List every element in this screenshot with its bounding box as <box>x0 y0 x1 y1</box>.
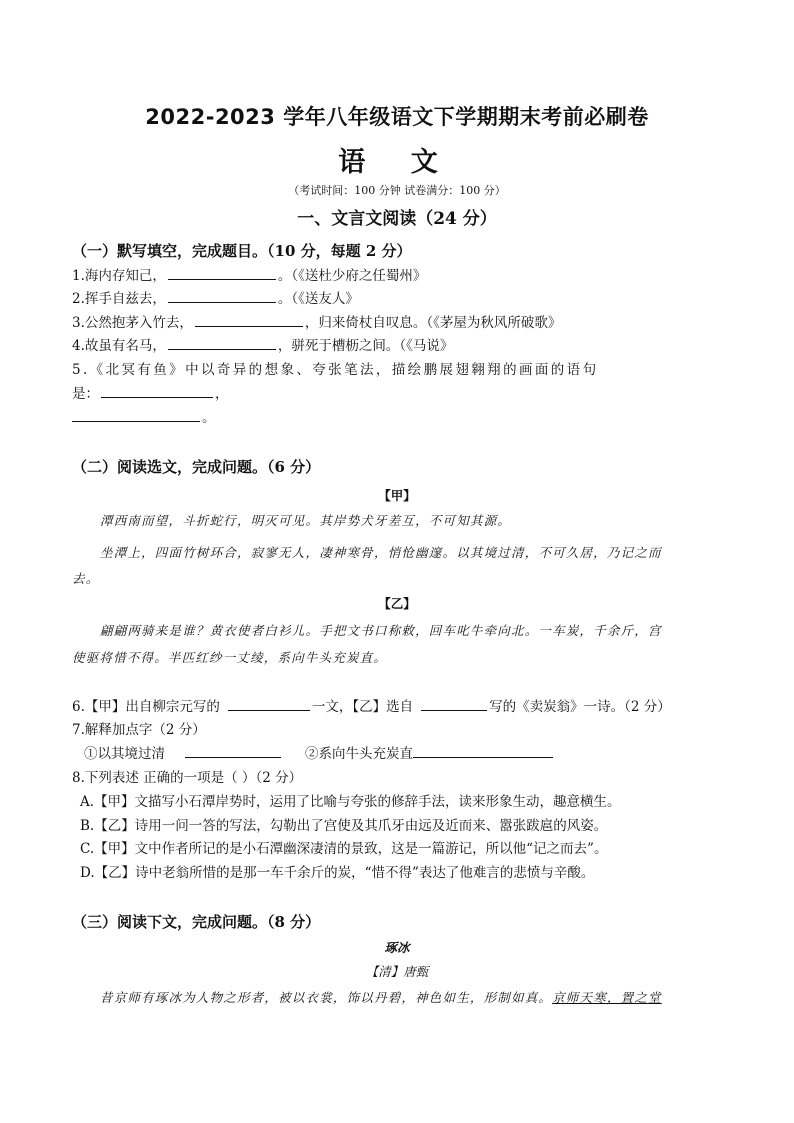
q4-text-before: 4.故虽有名马， <box>72 338 166 354</box>
q8-option-a[interactable]: A.【甲】文描写小石潭岸势时，运用了比喻与夸张的修辞手法，读来形象生动，趣意横生。 <box>80 794 621 810</box>
part3-author: 【清】唐甄 <box>365 964 429 979</box>
q1-text-after: 。（《送杜少府之任蜀州》 <box>277 268 427 284</box>
q3-text-before: 3.公然抱茅入竹去， <box>72 315 193 331</box>
q6-text-2: 一文，【乙】选自 <box>311 699 414 715</box>
q6-text-3: 写的《卖炭翁》一诗。（2 分） <box>489 699 671 715</box>
q3-text-after: ，归来倚杖自叹息。（《茅屋为秋风所破歌》 <box>304 315 562 331</box>
passage-a-label: 【甲】 <box>378 488 416 503</box>
part3-passage-title: 琢冰 <box>384 940 410 955</box>
question-5-line1: 5.《北冥有鱼》中以奇异的想象、夸张笔法，描绘鹏展翅翱翔的画面的语句 <box>72 362 599 378</box>
section-heading: 一、文言文阅读（24 分） <box>297 209 497 229</box>
q4-text-after: ，骈死于槽枥之间。（《马说》 <box>277 338 454 354</box>
q2-text-before: 2.挥手自兹去， <box>72 291 166 307</box>
question-4 <box>72 334 453 354</box>
q7-answer-blank-1[interactable] <box>185 744 281 758</box>
q2-answer-blank[interactable] <box>168 289 276 303</box>
q8-option-b[interactable]: B.【乙】诗用一问一答的写法，勾勒出了宫使及其爪牙由远及近而来、嚣张跋扈的风姿。 <box>80 818 608 834</box>
q5-comma: ， <box>215 386 229 402</box>
q8-option-d[interactable]: D.【乙】诗中老翁所惜的是那一车千余斤的炭，“惜不得”表达了他难言的悲愤与辛酸。 <box>80 865 595 881</box>
subject-title: 语 文 <box>338 147 456 178</box>
question-6 <box>72 695 671 715</box>
passage-b-line-1: 翩翩两骑来是谁？黄衣使者白衫儿。手把文书口称敕，回车叱牛牵向北。一车炭，千余斤，宫 <box>100 623 662 638</box>
question-8-heading: 8.下列表述 正确的一项是（ ）（2 分） <box>72 770 303 786</box>
q6-text-1: 6.【甲】出自柳宗元写的 <box>72 699 220 715</box>
question-7-heading: 7.解释加点字（2 分） <box>72 722 206 738</box>
part3-heading: （三）阅读下文，完成问题。（8 分） <box>72 913 321 931</box>
q6-answer-blank-1[interactable] <box>228 697 310 711</box>
passage-a-paragraph-2-line-1: 坐潭上，四面竹树环合，寂寥无人，凄神寒骨，悄怆幽邃。以其境过清，不可久居，乃记之而 <box>100 545 662 560</box>
part3-text-underlined: 京师天寒，置之堂 <box>552 990 662 1005</box>
exam-info: （考试时间：100 分钟 试卷满分：100 分） <box>288 184 506 197</box>
question-5-line3 <box>72 406 216 426</box>
q7-item-1: ①以其境过清 <box>84 746 165 762</box>
q4-answer-blank[interactable] <box>168 336 276 350</box>
question-2 <box>72 287 359 307</box>
question-1 <box>72 264 426 284</box>
part1-heading: （一）默写填空，完成题目。（10 分，每题 2 分） <box>72 242 412 260</box>
part2-heading: （二）阅读选文，完成问题。（6 分） <box>72 458 321 476</box>
exam-title: 2022-2023 学年八年级语文下学期期末考前必刷卷 <box>145 105 649 129</box>
q2-text-after: 。（《送友人》 <box>277 291 359 307</box>
question-5-line2 <box>72 382 229 402</box>
q7-answer-blank-2[interactable] <box>413 744 553 758</box>
q5-period: 。 <box>202 410 216 426</box>
passage-a-paragraph-2-line-2: 去。 <box>72 571 100 586</box>
q1-text-before: 1.海内存知己， <box>72 268 166 284</box>
q7-item-2: ②系向牛头充炭直 <box>305 746 413 762</box>
passage-b-line-2: 使驱将惜不得。半匹红纱一丈绫，系向牛头充炭直。 <box>72 650 388 665</box>
question-7-items <box>84 742 555 762</box>
q5-answer-blank-2[interactable] <box>72 408 200 422</box>
q5-prefix: 是： <box>72 386 99 402</box>
passage-b-label: 【乙】 <box>378 596 416 611</box>
passage-a-paragraph-1: 潭西南而望，斗折蛇行，明灭可见。其岸势犬牙差互，不可知其源。 <box>100 513 512 528</box>
q5-answer-blank-1[interactable] <box>101 384 213 398</box>
q1-answer-blank[interactable] <box>168 266 276 280</box>
q6-answer-blank-2[interactable] <box>421 697 487 711</box>
q8-option-c[interactable]: C.【甲】文中作者所记的是小石潭幽深凄清的景致，这是一篇游记，所以他“记之而去”。 <box>80 841 608 857</box>
part3-text-plain: 昔京师有琢冰为人物之形者，被以衣裳，饰以丹碧，神色如生，形制如真。 <box>100 990 553 1005</box>
question-3 <box>72 311 561 331</box>
q3-answer-blank[interactable] <box>195 313 303 327</box>
part3-passage-line-1 <box>100 988 662 1006</box>
